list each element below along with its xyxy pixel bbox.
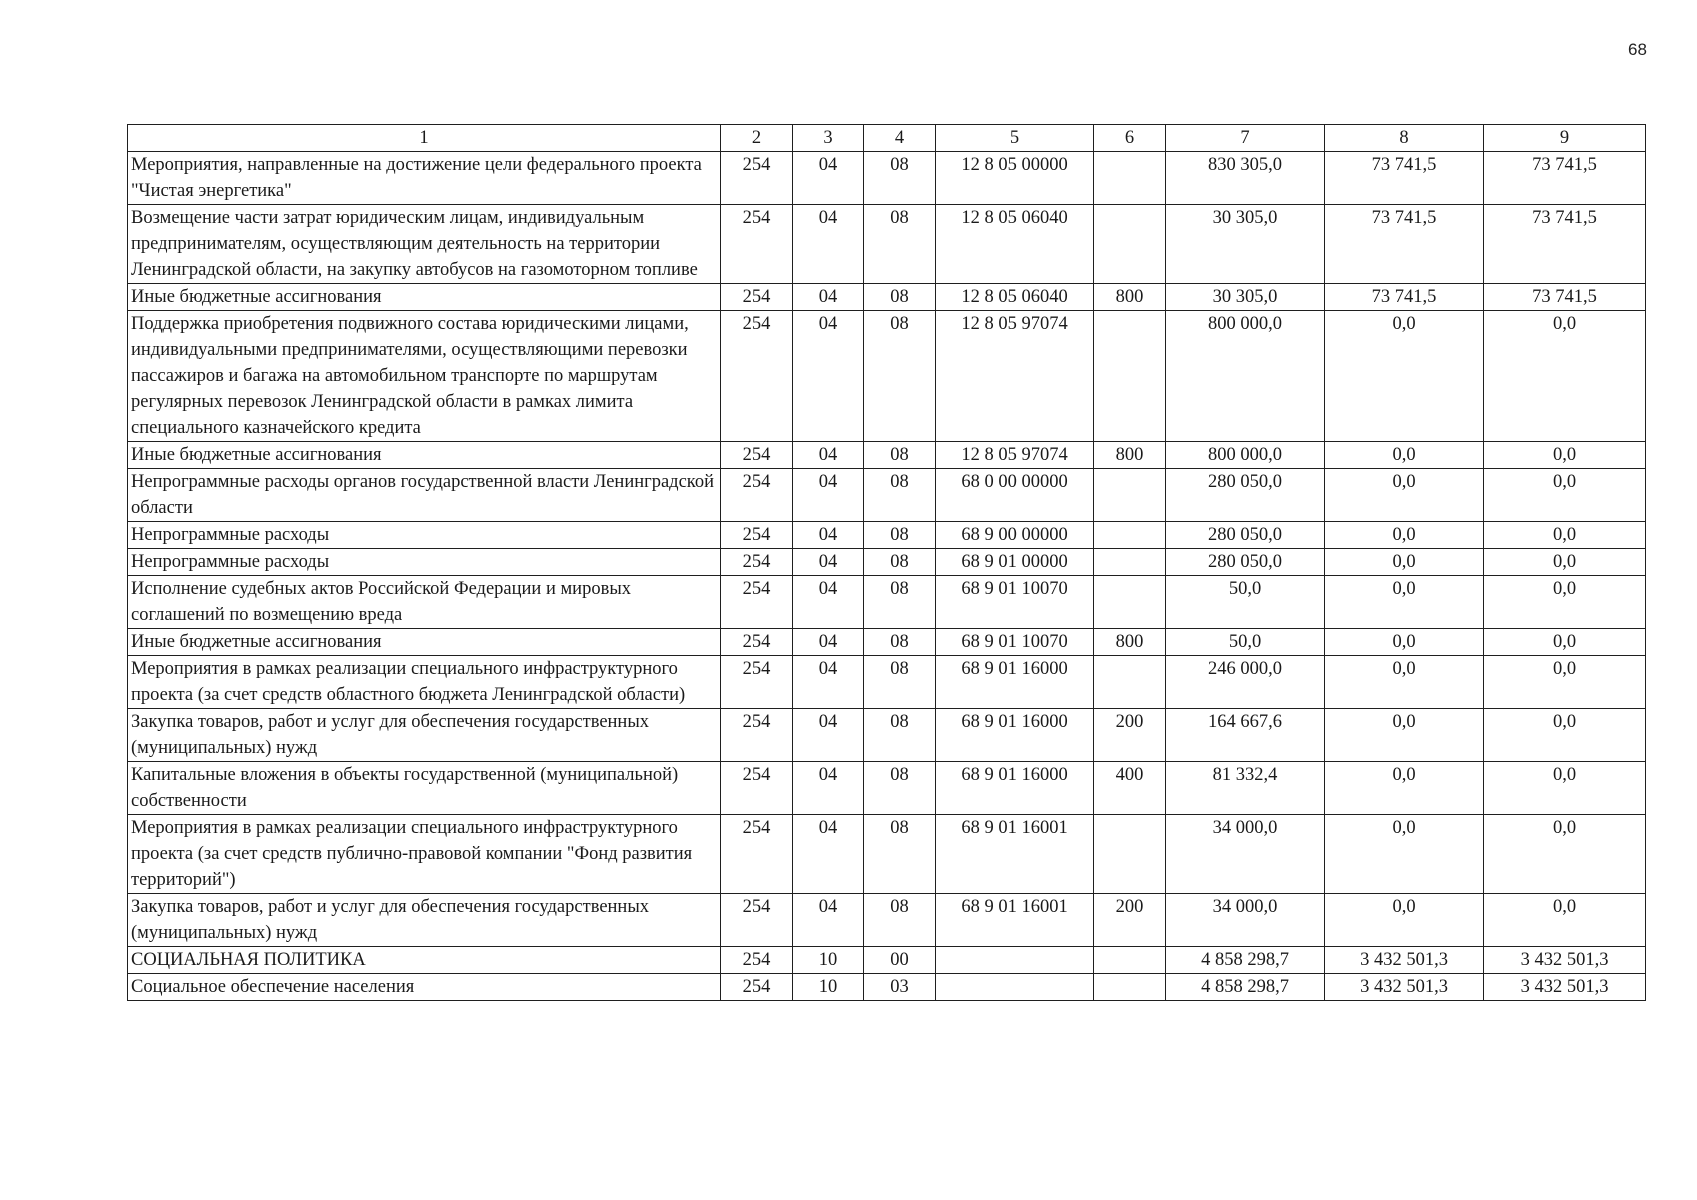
expense-type-cell	[1094, 311, 1166, 442]
section-code-cell: 04	[793, 442, 864, 469]
expense-name-cell: Мероприятия в рамках реализации специального инфраструктурного проекта (за счет средств публично-правовой компании "Фонд развития территорий")	[128, 815, 721, 894]
amount-col9-cell: 0,0	[1484, 549, 1646, 576]
amount-col7-cell: 164 667,6	[1166, 709, 1325, 762]
expense-type-cell	[1094, 974, 1166, 1001]
amount-col9-cell: 3 432 501,3	[1484, 974, 1646, 1001]
expense-name-cell: СОЦИАЛЬНАЯ ПОЛИТИКА	[128, 947, 721, 974]
amount-col8-cell: 0,0	[1325, 815, 1484, 894]
amount-col8-cell: 0,0	[1325, 629, 1484, 656]
expense-name-cell: Возмещение части затрат юридическим лицам, индивидуальным предпринимателям, осуществляющим деятельность на территории Ленинградской области, на закупку автобусов на газомоторном топливе	[128, 205, 721, 284]
amount-col9-cell: 0,0	[1484, 629, 1646, 656]
ministry-code-cell: 254	[721, 656, 793, 709]
target-article-cell: 68 9 01 16000	[936, 656, 1094, 709]
column-header-3: 3	[793, 125, 864, 152]
target-article-cell: 68 9 01 10070	[936, 576, 1094, 629]
amount-col9-cell: 0,0	[1484, 576, 1646, 629]
expense-name-cell: Капитальные вложения в объекты государственной (муниципальной) собственности	[128, 762, 721, 815]
amount-col8-cell: 73 741,5	[1325, 152, 1484, 205]
expense-name-cell: Исполнение судебных актов Российской Федерации и мировых соглашений по возмещению вреда	[128, 576, 721, 629]
amount-col7-cell: 4 858 298,7	[1166, 947, 1325, 974]
amount-col7-cell: 246 000,0	[1166, 656, 1325, 709]
expense-name-cell: Непрограммные расходы	[128, 522, 721, 549]
subsection-code-cell: 08	[864, 815, 936, 894]
ministry-code-cell: 254	[721, 629, 793, 656]
section-code-cell: 04	[793, 762, 864, 815]
column-header-8: 8	[1325, 125, 1484, 152]
subsection-code-cell: 08	[864, 152, 936, 205]
expense-name-cell: Непрограммные расходы органов государственной власти Ленинградской области	[128, 469, 721, 522]
expense-type-cell	[1094, 656, 1166, 709]
amount-col8-cell: 73 741,5	[1325, 284, 1484, 311]
expense-name-cell: Иные бюджетные ассигнования	[128, 284, 721, 311]
expense-type-cell	[1094, 522, 1166, 549]
amount-col9-cell: 3 432 501,3	[1484, 947, 1646, 974]
column-header-4: 4	[864, 125, 936, 152]
table-row	[128, 974, 1646, 1001]
expense-type-cell: 400	[1094, 762, 1166, 815]
amount-col7-cell: 50,0	[1166, 576, 1325, 629]
expense-name-cell: Иные бюджетные ассигнования	[128, 629, 721, 656]
expense-type-cell: 200	[1094, 894, 1166, 947]
target-article-cell	[936, 947, 1094, 974]
ministry-code-cell: 254	[721, 709, 793, 762]
amount-col7-cell: 830 305,0	[1166, 152, 1325, 205]
target-article-cell: 68 9 01 00000	[936, 549, 1094, 576]
table-row	[128, 522, 1646, 549]
target-article-cell: 12 8 05 00000	[936, 152, 1094, 205]
expense-type-cell	[1094, 947, 1166, 974]
expense-name-cell: Мероприятия в рамках реализации специального инфраструктурного проекта (за счет средств областного бюджета Ленинградской области)	[128, 656, 721, 709]
table-header-row	[128, 125, 1646, 152]
amount-col7-cell: 800 000,0	[1166, 442, 1325, 469]
target-article-cell: 68 9 01 10070	[936, 629, 1094, 656]
amount-col7-cell: 800 000,0	[1166, 311, 1325, 442]
target-article-cell: 68 9 01 16001	[936, 815, 1094, 894]
expense-name-cell: Непрограммные расходы	[128, 549, 721, 576]
section-code-cell: 04	[793, 629, 864, 656]
subsection-code-cell: 08	[864, 576, 936, 629]
amount-col9-cell: 0,0	[1484, 656, 1646, 709]
amount-col8-cell: 0,0	[1325, 311, 1484, 442]
subsection-code-cell: 08	[864, 656, 936, 709]
amount-col8-cell: 0,0	[1325, 762, 1484, 815]
amount-col9-cell: 0,0	[1484, 815, 1646, 894]
subsection-code-cell: 08	[864, 709, 936, 762]
section-code-cell: 04	[793, 815, 864, 894]
amount-col7-cell: 34 000,0	[1166, 894, 1325, 947]
target-article-cell: 68 9 01 16001	[936, 894, 1094, 947]
ministry-code-cell: 254	[721, 522, 793, 549]
expense-name-cell: Иные бюджетные ассигнования	[128, 442, 721, 469]
expense-type-cell	[1094, 576, 1166, 629]
expense-name-cell: Закупка товаров, работ и услуг для обеспечения государственных (муниципальных) нужд	[128, 894, 721, 947]
expense-type-cell: 800	[1094, 442, 1166, 469]
subsection-code-cell: 03	[864, 974, 936, 1001]
column-header-7: 7	[1166, 125, 1325, 152]
amount-col9-cell: 0,0	[1484, 469, 1646, 522]
amount-col8-cell: 0,0	[1325, 522, 1484, 549]
amount-col8-cell: 0,0	[1325, 549, 1484, 576]
table-row	[128, 709, 1646, 762]
subsection-code-cell: 08	[864, 442, 936, 469]
amount-col7-cell: 4 858 298,7	[1166, 974, 1325, 1001]
table-row	[128, 629, 1646, 656]
table-row	[128, 762, 1646, 815]
table-row	[128, 469, 1646, 522]
expense-name-cell: Мероприятия, направленные на достижение цели федерального проекта "Чистая энергетика"	[128, 152, 721, 205]
subsection-code-cell: 00	[864, 947, 936, 974]
section-code-cell: 10	[793, 947, 864, 974]
ministry-code-cell: 254	[721, 469, 793, 522]
amount-col7-cell: 34 000,0	[1166, 815, 1325, 894]
expense-type-cell	[1094, 469, 1166, 522]
amount-col7-cell: 30 305,0	[1166, 284, 1325, 311]
amount-col7-cell: 280 050,0	[1166, 522, 1325, 549]
amount-col7-cell: 280 050,0	[1166, 549, 1325, 576]
ministry-code-cell: 254	[721, 762, 793, 815]
section-code-cell: 04	[793, 656, 864, 709]
column-header-2: 2	[721, 125, 793, 152]
ministry-code-cell: 254	[721, 894, 793, 947]
section-code-cell: 10	[793, 974, 864, 1001]
amount-col7-cell: 30 305,0	[1166, 205, 1325, 284]
table-row	[128, 947, 1646, 974]
section-code-cell: 04	[793, 152, 864, 205]
page-number: 68	[1628, 40, 1647, 59]
table-body	[128, 125, 1646, 1001]
table-row	[128, 576, 1646, 629]
section-code-cell: 04	[793, 894, 864, 947]
amount-col8-cell: 0,0	[1325, 894, 1484, 947]
table-row	[128, 442, 1646, 469]
expense-type-cell	[1094, 815, 1166, 894]
amount-col8-cell: 0,0	[1325, 469, 1484, 522]
ministry-code-cell: 254	[721, 152, 793, 205]
target-article-cell: 12 8 05 97074	[936, 442, 1094, 469]
subsection-code-cell: 08	[864, 469, 936, 522]
table-row	[128, 815, 1646, 894]
amount-col9-cell: 0,0	[1484, 522, 1646, 549]
table-row	[128, 311, 1646, 442]
ministry-code-cell: 254	[721, 974, 793, 1001]
amount-col8-cell: 0,0	[1325, 442, 1484, 469]
section-code-cell: 04	[793, 576, 864, 629]
target-article-cell: 68 9 01 16000	[936, 709, 1094, 762]
subsection-code-cell: 08	[864, 549, 936, 576]
expense-name-cell: Поддержка приобретения подвижного состава юридическими лицами, индивидуальными предпринимателями, осуществляющими перевозки пассажиров и багажа на автомобильном транспорте по маршрутам регулярных перевозок Ленинградской области в рамках лимита специального казначейского кредита	[128, 311, 721, 442]
section-code-cell: 04	[793, 522, 864, 549]
ministry-code-cell: 254	[721, 576, 793, 629]
expense-type-cell: 800	[1094, 284, 1166, 311]
expense-type-cell	[1094, 152, 1166, 205]
subsection-code-cell: 08	[864, 522, 936, 549]
amount-col9-cell: 0,0	[1484, 442, 1646, 469]
subsection-code-cell: 08	[864, 629, 936, 656]
expense-type-cell	[1094, 205, 1166, 284]
section-code-cell: 04	[793, 284, 864, 311]
amount-col8-cell: 3 432 501,3	[1325, 974, 1484, 1001]
target-article-cell	[936, 974, 1094, 1001]
ministry-code-cell: 254	[721, 815, 793, 894]
expense-type-cell: 200	[1094, 709, 1166, 762]
expense-name-cell: Социальное обеспечение населения	[128, 974, 721, 1001]
ministry-code-cell: 254	[721, 442, 793, 469]
column-header-5: 5	[936, 125, 1094, 152]
table-row	[128, 152, 1646, 205]
amount-col7-cell: 81 332,4	[1166, 762, 1325, 815]
target-article-cell: 12 8 05 06040	[936, 205, 1094, 284]
subsection-code-cell: 08	[864, 894, 936, 947]
column-header-6: 6	[1094, 125, 1166, 152]
ministry-code-cell: 254	[721, 284, 793, 311]
table-row	[128, 656, 1646, 709]
table-row	[128, 284, 1646, 311]
amount-col9-cell: 0,0	[1484, 762, 1646, 815]
section-code-cell: 04	[793, 205, 864, 284]
amount-col9-cell: 0,0	[1484, 709, 1646, 762]
amount-col8-cell: 0,0	[1325, 656, 1484, 709]
table-row	[128, 205, 1646, 284]
column-header-9: 9	[1484, 125, 1646, 152]
target-article-cell: 12 8 05 97074	[936, 311, 1094, 442]
expense-name-cell: Закупка товаров, работ и услуг для обеспечения государственных (муниципальных) нужд	[128, 709, 721, 762]
ministry-code-cell: 254	[721, 311, 793, 442]
expense-type-cell	[1094, 549, 1166, 576]
amount-col9-cell: 73 741,5	[1484, 152, 1646, 205]
expense-type-cell: 800	[1094, 629, 1166, 656]
amount-col7-cell: 280 050,0	[1166, 469, 1325, 522]
amount-col8-cell: 0,0	[1325, 576, 1484, 629]
subsection-code-cell: 08	[864, 284, 936, 311]
amount-col9-cell: 73 741,5	[1484, 284, 1646, 311]
target-article-cell: 12 8 05 06040	[936, 284, 1094, 311]
amount-col8-cell: 73 741,5	[1325, 205, 1484, 284]
amount-col9-cell: 73 741,5	[1484, 205, 1646, 284]
section-code-cell: 04	[793, 469, 864, 522]
column-header-1: 1	[128, 125, 721, 152]
subsection-code-cell: 08	[864, 762, 936, 815]
budget-table	[127, 124, 1646, 1001]
target-article-cell: 68 0 00 00000	[936, 469, 1094, 522]
ministry-code-cell: 254	[721, 549, 793, 576]
target-article-cell: 68 9 00 00000	[936, 522, 1094, 549]
section-code-cell: 04	[793, 709, 864, 762]
subsection-code-cell: 08	[864, 311, 936, 442]
ministry-code-cell: 254	[721, 947, 793, 974]
amount-col8-cell: 3 432 501,3	[1325, 947, 1484, 974]
amount-col8-cell: 0,0	[1325, 709, 1484, 762]
section-code-cell: 04	[793, 549, 864, 576]
amount-col9-cell: 0,0	[1484, 311, 1646, 442]
section-code-cell: 04	[793, 311, 864, 442]
subsection-code-cell: 08	[864, 205, 936, 284]
ministry-code-cell: 254	[721, 205, 793, 284]
table-row	[128, 894, 1646, 947]
table-row	[128, 549, 1646, 576]
amount-col7-cell: 50,0	[1166, 629, 1325, 656]
target-article-cell: 68 9 01 16000	[936, 762, 1094, 815]
amount-col9-cell: 0,0	[1484, 894, 1646, 947]
